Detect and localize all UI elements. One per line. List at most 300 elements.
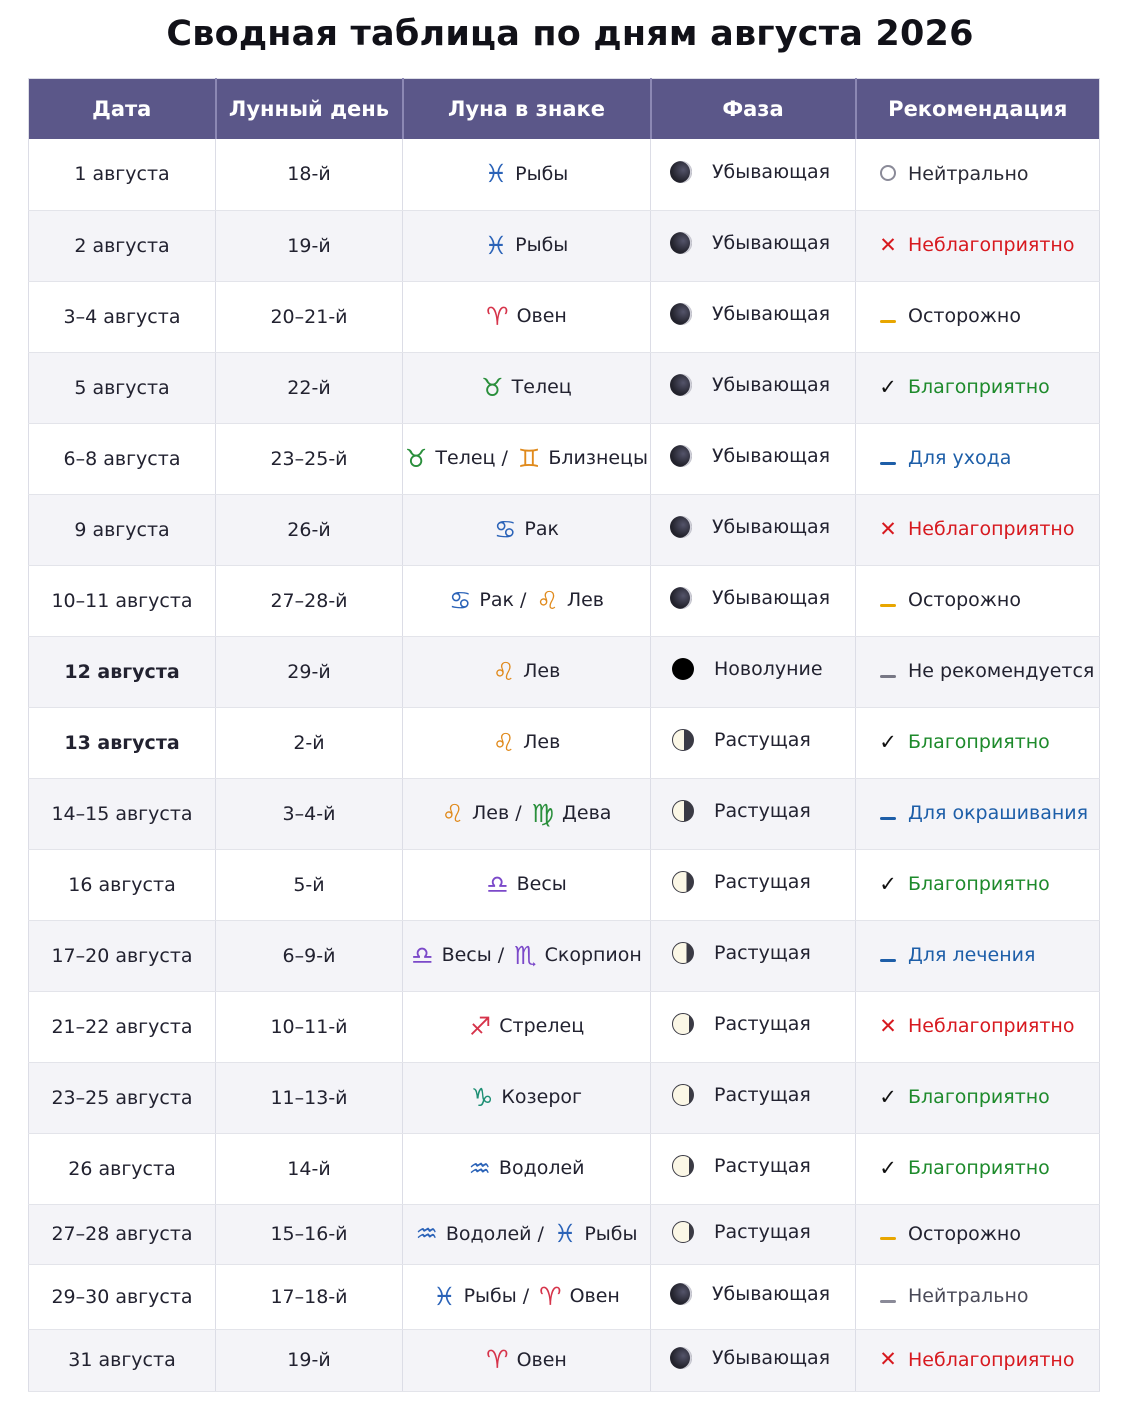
cross-icon: ✕	[879, 232, 897, 257]
recommendation-group	[878, 1157, 1050, 1179]
dash-shape	[880, 959, 896, 962]
moon-sign-group	[486, 869, 567, 899]
phase-group	[670, 1283, 830, 1305]
cell-moon-sign	[403, 707, 651, 778]
sign-name: Дева	[562, 802, 612, 824]
recommendation-label: Неблагоприятно	[908, 1348, 1075, 1371]
phase-label: Убывающая	[711, 303, 831, 325]
cell-moon-sign	[403, 1133, 651, 1204]
cell-lunar-day: 6–9-й	[216, 920, 403, 991]
cell-date: 29–30 августа	[29, 1264, 216, 1329]
cell-moon-sign	[403, 423, 651, 494]
gemini-icon: ♊	[517, 443, 541, 473]
recommendation-group	[878, 376, 1050, 398]
sign-separator: /	[519, 589, 527, 611]
capricorn-icon: ♑	[471, 1082, 494, 1112]
table-row	[29, 139, 1100, 210]
pisces-icon: ♓	[484, 159, 508, 189]
sign-name: Лев	[523, 731, 561, 753]
cell-moon-sign	[403, 920, 651, 991]
phase-label: Растущая	[714, 871, 811, 893]
recommendation-group	[878, 660, 1094, 682]
cell-moon-sign	[403, 849, 651, 920]
cell-moon-sign	[403, 1204, 651, 1264]
cross-icon: ✕	[879, 1347, 897, 1372]
waxing-moon-icon	[672, 1155, 694, 1177]
cell-lunar-day: 26-й	[216, 494, 403, 565]
aquarius-icon: ♒	[468, 1153, 491, 1183]
phase-group	[672, 1013, 828, 1035]
phase-label: Убывающая	[711, 445, 831, 467]
cell-lunar-day: 29-й	[216, 636, 403, 707]
cross-icon: ✕	[879, 516, 897, 541]
phase-label: Растущая	[714, 1220, 811, 1243]
sign-separator: /	[497, 944, 505, 966]
phase-label: Убывающая	[711, 516, 831, 538]
sign-separator: /	[537, 1222, 544, 1245]
page-title: Сводная таблица по дням августа 2026	[166, 14, 974, 54]
cell-phase	[651, 352, 856, 423]
cell-phase	[651, 707, 856, 778]
libra-icon: ♎	[486, 869, 509, 899]
waxing-moon-icon	[672, 1013, 694, 1035]
recommendation-group	[878, 873, 1050, 895]
cell-phase	[651, 991, 856, 1062]
cell-moon-sign	[403, 210, 651, 281]
cell-lunar-day: 2-й	[216, 707, 403, 778]
cell-recommendation	[856, 849, 1100, 920]
phase-label: Убывающая	[711, 1346, 831, 1369]
cell-date: 1 августа	[29, 139, 216, 210]
cell-date: 9 августа	[29, 494, 216, 565]
cell-lunar-day: 3–4-й	[216, 778, 403, 849]
phase-label: Растущая	[714, 1013, 811, 1035]
dash-shape	[880, 1300, 896, 1303]
sign-name: Лев	[472, 802, 510, 824]
aries-icon: ♈	[539, 1281, 562, 1311]
recommendation-label: Для окрашивания	[908, 802, 1089, 825]
table-row	[29, 494, 1100, 565]
phase-group	[672, 1221, 828, 1243]
table-row	[29, 1133, 1100, 1204]
cancer-icon: ♋	[448, 585, 472, 615]
sign-name: Овен	[516, 305, 567, 327]
cell-lunar-day: 5-й	[216, 849, 403, 920]
moon-sign-group	[415, 1221, 637, 1246]
sagittarius-icon: ♐	[468, 1011, 492, 1041]
dash-shape	[880, 604, 896, 607]
cell-recommendation	[856, 920, 1100, 991]
recommendation-group	[878, 944, 1035, 966]
recommendation-group	[878, 1349, 1074, 1371]
recommendation-group	[878, 234, 1074, 256]
cell-date: 5 августа	[29, 352, 216, 423]
sign-name: Рак	[479, 589, 514, 611]
dash-shape	[880, 675, 896, 678]
dash-shape	[880, 1237, 896, 1240]
sign-name: Весы	[516, 873, 567, 895]
sign-name: Телец	[511, 376, 572, 398]
sign-name: Рыбы	[515, 162, 569, 185]
dash-icon	[878, 306, 898, 327]
table-row	[29, 210, 1100, 281]
recommendation-group	[878, 163, 1029, 185]
cell-phase	[651, 849, 856, 920]
column-header-moon-sign[interactable]: Луна в знаке	[403, 79, 651, 140]
recommendation-label: Благоприятно	[908, 376, 1050, 399]
recommendation-group	[878, 1015, 1074, 1037]
cell-lunar-day: 14-й	[216, 1133, 403, 1204]
moon-sign-group	[405, 443, 648, 473]
cell-phase	[651, 920, 856, 991]
cell-phase	[651, 636, 856, 707]
table-body	[29, 139, 1100, 1391]
phase-group	[672, 1155, 828, 1177]
moon-sign-group	[471, 1082, 582, 1112]
phase-label: Растущая	[714, 800, 811, 822]
waning-moon-icon	[670, 161, 692, 183]
phase-group	[672, 729, 828, 751]
cell-phase	[651, 1204, 856, 1264]
sign-name: Телец	[435, 447, 496, 469]
cell-moon-sign	[403, 1264, 651, 1329]
cell-recommendation	[856, 636, 1100, 707]
cell-moon-sign	[403, 636, 651, 707]
scorpio-icon: ♏	[514, 940, 537, 970]
cell-recommendation	[856, 139, 1100, 210]
cell-lunar-day: 19-й	[216, 1329, 403, 1391]
recommendation-group	[878, 731, 1050, 753]
waning-moon-icon	[670, 1283, 692, 1305]
waning-moon-icon	[670, 232, 692, 254]
waning-moon-icon	[670, 303, 692, 325]
sign-name: Стрелец	[499, 1015, 585, 1037]
cell-recommendation	[856, 778, 1100, 849]
cell-phase	[651, 210, 856, 281]
cell-lunar-day: 17–18-й	[216, 1264, 403, 1329]
phase-group	[670, 161, 830, 183]
phase-label: Растущая	[714, 729, 811, 751]
waning-moon-icon	[670, 516, 692, 538]
moon-sign-group	[468, 1153, 585, 1183]
phase-group	[670, 374, 830, 396]
recommendation-label: Благоприятно	[908, 1086, 1050, 1109]
phase-group	[670, 516, 830, 538]
phase-group	[672, 942, 828, 964]
recommendation-group	[878, 1223, 1021, 1245]
table-row	[29, 1204, 1100, 1264]
moon-sign-group	[486, 301, 567, 331]
recommendation-label: Неблагоприятно	[908, 518, 1075, 541]
table-row	[29, 281, 1100, 352]
cell-phase	[651, 1133, 856, 1204]
cell-phase	[651, 565, 856, 636]
cell-moon-sign	[403, 778, 651, 849]
sign-name: Рак	[524, 518, 559, 540]
moon-sign-group	[492, 656, 561, 686]
table-row	[29, 1062, 1100, 1133]
cell-date: 2 августа	[29, 210, 216, 281]
cell-lunar-day: 11–13-й	[216, 1062, 403, 1133]
dash-icon	[878, 661, 898, 682]
phase-group	[670, 1347, 830, 1369]
cell-phase	[651, 139, 856, 210]
cell-recommendation	[856, 1329, 1100, 1391]
dash-icon	[878, 448, 898, 469]
cell-lunar-day: 20–21-й	[216, 281, 403, 352]
cell-recommendation	[856, 281, 1100, 352]
phase-label: Убывающая	[711, 232, 831, 254]
cell-lunar-day: 19-й	[216, 210, 403, 281]
recommendation-group	[878, 518, 1074, 540]
waning-moon-icon	[670, 587, 692, 609]
cell-date: 31 августа	[29, 1329, 216, 1391]
sign-name: Водолей	[498, 1157, 585, 1179]
table-row	[29, 991, 1100, 1062]
table-row	[29, 707, 1100, 778]
sign-separator: /	[522, 1285, 530, 1307]
cell-date: 14–15 августа	[29, 778, 216, 849]
sign-name: Скорпион	[544, 944, 642, 966]
sign-name: Овен	[569, 1285, 620, 1307]
aries-icon: ♈	[486, 1345, 509, 1374]
recommendation-label: Не рекомендуется	[908, 660, 1095, 683]
waning-moon-icon	[670, 1347, 692, 1369]
cell-lunar-day: 18-й	[216, 139, 403, 210]
column-header-phase[interactable]: Фаза	[651, 79, 856, 140]
dash-icon	[878, 945, 898, 966]
virgo-icon: ♍	[531, 798, 555, 828]
recommendation-group	[878, 447, 1011, 469]
cell-recommendation	[856, 1204, 1100, 1264]
cell-lunar-day: 15–16-й	[216, 1204, 403, 1264]
table-row	[29, 1264, 1100, 1329]
table-row	[29, 849, 1100, 920]
column-header-recommendation[interactable]: Рекомендация	[856, 79, 1100, 140]
phase-label: Новолуние	[714, 658, 823, 680]
cell-recommendation	[856, 1062, 1100, 1133]
phase-label: Убывающая	[711, 587, 831, 609]
cell-date: 13 августа	[29, 707, 216, 778]
pisces-icon: ♓	[553, 1219, 577, 1248]
dash-icon	[878, 1223, 898, 1244]
recommendation-label: Нейтрально	[908, 1285, 1029, 1308]
cell-recommendation	[856, 1264, 1100, 1329]
cell-lunar-day: 23–25-й	[216, 423, 403, 494]
sign-name: Рыбы	[584, 1222, 638, 1245]
moon-sign-group	[441, 798, 612, 828]
waxing-moon-icon	[672, 871, 694, 893]
sign-separator: /	[515, 802, 522, 824]
leo-icon: ♌	[492, 727, 516, 757]
cell-phase	[651, 494, 856, 565]
aquarius-icon: ♒	[415, 1219, 438, 1248]
recommendation-label: Неблагоприятно	[908, 234, 1075, 257]
waxing-moon-icon	[672, 942, 694, 964]
sign-separator: /	[501, 447, 508, 469]
recommendation-label: Благоприятно	[908, 873, 1050, 896]
cell-recommendation	[856, 1133, 1100, 1204]
cell-date: 16 августа	[29, 849, 216, 920]
recommendation-label: Неблагоприятно	[908, 1015, 1075, 1038]
table-row	[29, 778, 1100, 849]
recommendation-group	[878, 589, 1021, 611]
moon-sign-group	[486, 1347, 567, 1372]
sign-name: Лев	[523, 660, 561, 682]
table-row	[29, 920, 1100, 991]
recommendation-label: Благоприятно	[908, 731, 1050, 754]
checkmark-icon: ✓	[879, 1084, 897, 1109]
taurus-icon: ♉	[405, 443, 428, 473]
cell-moon-sign	[403, 139, 651, 210]
recommendation-group	[878, 1285, 1029, 1307]
phase-label: Растущая	[714, 942, 811, 964]
recommendation-group	[878, 1086, 1050, 1108]
table-row	[29, 636, 1100, 707]
recommendation-label: Благоприятно	[908, 1157, 1050, 1180]
lunar-calendar-table	[28, 78, 1100, 1392]
moon-sign-group	[484, 159, 569, 189]
phase-group	[672, 658, 828, 680]
waning-moon-icon	[670, 374, 692, 396]
phase-label: Растущая	[714, 1155, 811, 1177]
waxing-moon-icon	[672, 1221, 694, 1243]
cell-moon-sign	[403, 991, 651, 1062]
cell-moon-sign	[403, 1062, 651, 1133]
sign-name: Близнецы	[548, 447, 648, 469]
cell-lunar-day: 27–28-й	[216, 565, 403, 636]
dash-shape	[880, 817, 896, 820]
cell-date: 21–22 августа	[29, 991, 216, 1062]
recommendation-label: Осторожно	[908, 589, 1021, 612]
cell-lunar-day: 10–11-й	[216, 991, 403, 1062]
phase-group	[672, 871, 828, 893]
phase-group	[672, 1084, 828, 1106]
moon-sign-group	[481, 372, 572, 402]
sign-name: Лев	[566, 589, 604, 611]
phase-label: Убывающая	[711, 374, 831, 396]
cell-lunar-day: 22-й	[216, 352, 403, 423]
cell-recommendation	[856, 423, 1100, 494]
recommendation-group	[878, 305, 1021, 327]
cell-recommendation	[856, 991, 1100, 1062]
column-header-date[interactable]: Дата	[29, 79, 216, 140]
moon-sign-group	[494, 514, 559, 544]
pisces-icon: ♓	[484, 230, 508, 260]
dash-shape	[880, 320, 896, 323]
recommendation-label: Для лечения	[908, 944, 1036, 967]
ring-shape	[880, 165, 896, 181]
waning-moon-icon	[670, 445, 692, 467]
cell-date: 10–11 августа	[29, 565, 216, 636]
cell-recommendation	[856, 565, 1100, 636]
cell-moon-sign	[403, 281, 651, 352]
table-row	[29, 565, 1100, 636]
cell-recommendation	[856, 210, 1100, 281]
dash-icon	[878, 803, 898, 824]
checkmark-icon: ✓	[879, 729, 897, 754]
column-header-lunar-day[interactable]: Лунный день	[216, 79, 403, 140]
cell-phase	[651, 1062, 856, 1133]
recommendation-label: Осторожно	[908, 305, 1021, 328]
cell-recommendation	[856, 494, 1100, 565]
table-row	[29, 1329, 1100, 1391]
phase-group	[670, 587, 830, 609]
dash-icon	[878, 590, 898, 611]
phase-group	[670, 303, 830, 325]
table-row	[29, 423, 1100, 494]
dash-shape	[880, 462, 896, 465]
aries-icon: ♈	[486, 301, 509, 331]
cross-icon: ✕	[879, 1013, 897, 1038]
phase-group	[670, 445, 830, 467]
moon-sign-group	[484, 230, 569, 260]
recommendation-label: Для ухода	[908, 447, 1012, 470]
leo-icon: ♌	[441, 798, 465, 828]
cell-recommendation	[856, 352, 1100, 423]
cell-date: 27–28 августа	[29, 1204, 216, 1264]
table-row	[29, 352, 1100, 423]
cell-date: 3–4 августа	[29, 281, 216, 352]
sign-name: Козерог	[501, 1086, 582, 1108]
phase-label: Убывающая	[711, 160, 831, 183]
cell-moon-sign	[403, 1329, 651, 1391]
cell-date: 17–20 августа	[29, 920, 216, 991]
waxing-moon-icon	[672, 1084, 694, 1106]
waxing-moon-icon	[672, 729, 694, 751]
new-moon-icon	[672, 658, 694, 680]
libra-icon: ♎	[411, 940, 434, 970]
sign-name: Рыбы	[515, 234, 569, 256]
sign-name: Овен	[516, 1348, 567, 1371]
phase-label: Растущая	[714, 1084, 811, 1106]
moon-sign-group	[411, 940, 642, 970]
cancer-icon: ♋	[494, 514, 517, 544]
sign-name: Рыбы	[463, 1285, 517, 1307]
cell-phase	[651, 1264, 856, 1329]
recommendation-label: Осторожно	[908, 1222, 1021, 1245]
cell-date: 12 августа	[29, 636, 216, 707]
cell-date: 26 августа	[29, 1133, 216, 1204]
dash-icon	[878, 1286, 898, 1307]
cell-moon-sign	[403, 352, 651, 423]
waxing-moon-icon	[672, 800, 694, 822]
phase-label: Убывающая	[711, 1283, 831, 1305]
leo-icon: ♌	[536, 585, 559, 615]
checkmark-icon: ✓	[879, 1155, 897, 1180]
cell-phase	[651, 1329, 856, 1391]
moon-sign-group	[492, 727, 561, 757]
sign-name: Весы	[441, 944, 492, 966]
table-header-row	[29, 79, 1100, 140]
moon-sign-group	[433, 1281, 620, 1311]
cell-moon-sign	[403, 494, 651, 565]
moon-sign-group	[448, 585, 604, 615]
phase-group	[670, 232, 830, 254]
cell-date: 6–8 августа	[29, 423, 216, 494]
checkmark-icon: ✓	[879, 374, 897, 399]
leo-icon: ♌	[492, 656, 516, 686]
taurus-icon: ♉	[481, 372, 504, 402]
checkmark-icon: ✓	[879, 871, 897, 896]
phase-group	[672, 800, 828, 822]
cell-date: 23–25 августа	[29, 1062, 216, 1133]
circle-outline-icon	[878, 164, 898, 185]
cell-phase	[651, 281, 856, 352]
pisces-icon: ♓	[433, 1281, 456, 1311]
cell-phase	[651, 423, 856, 494]
moon-sign-group	[468, 1011, 585, 1041]
